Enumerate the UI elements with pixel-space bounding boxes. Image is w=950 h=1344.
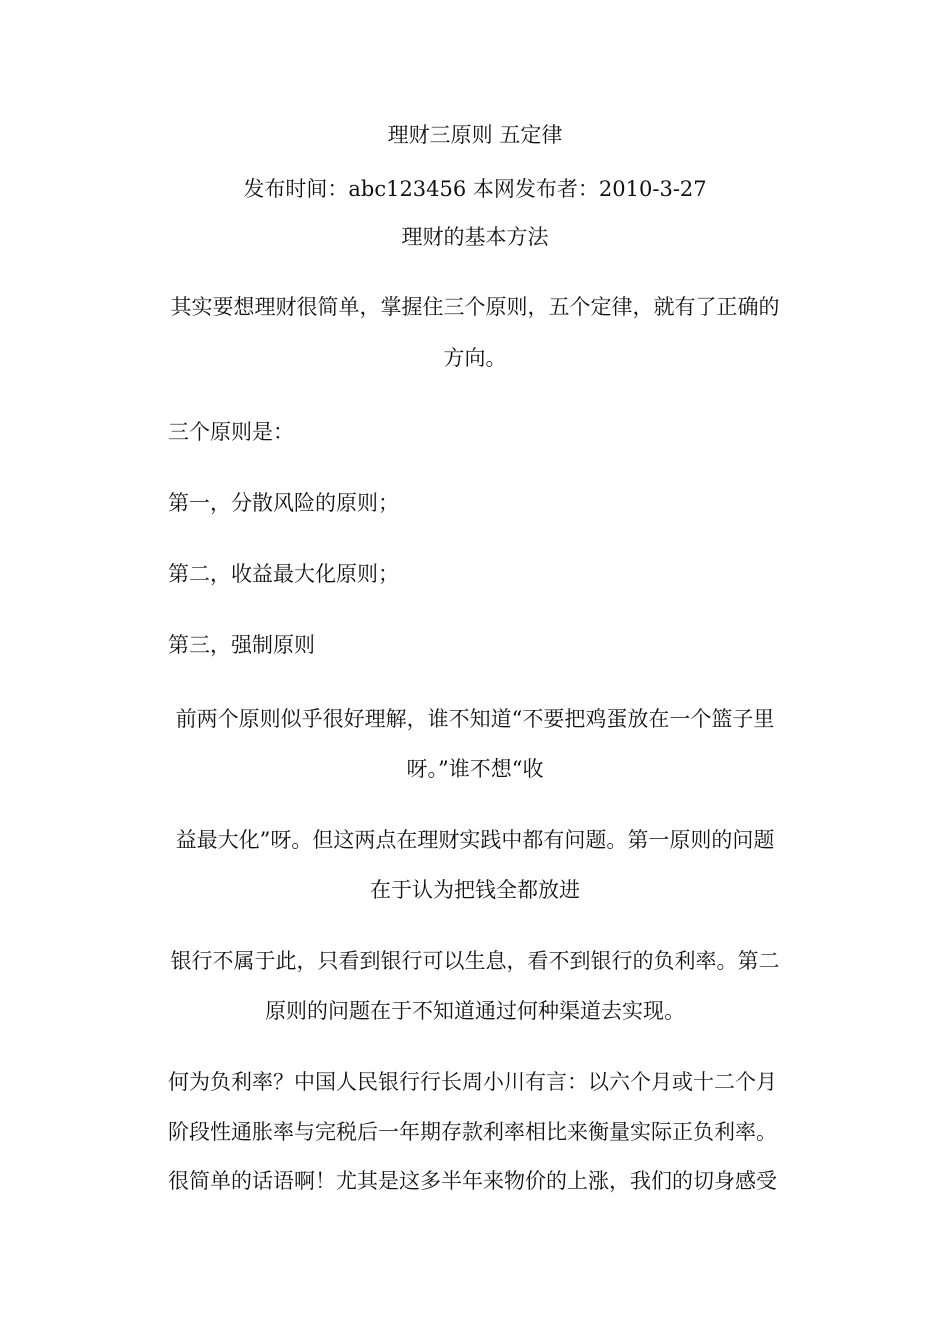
principle-item: 第二，收益最大化原则； bbox=[168, 562, 399, 586]
principle-item: 第三，强制原则 bbox=[168, 633, 315, 657]
paragraph-line: 原则的问题在于不知道通过何种渠道去实现。 bbox=[265, 999, 685, 1023]
paragraph-line: 方向。 bbox=[443, 346, 507, 370]
principle-item: 第一，分散风险的原则； bbox=[168, 491, 399, 515]
publish-meta: 发布时间：abc123456 本网发布者：2010-3-27 bbox=[243, 177, 707, 201]
document-title: 理财三原则 五定律 bbox=[387, 123, 563, 147]
paragraph-line: 益最大化”呀。但这两点在理财实践中都有问题。第一原则的问题 bbox=[175, 828, 775, 852]
paragraph-line: 三个原则是： bbox=[168, 420, 294, 444]
paragraph-line: 阶段性通胀率与完税后一年期存款利率相比来衡量实际正负利率。 bbox=[168, 1120, 777, 1144]
paragraph-line: 其实要想理财很简单，掌握住三个原则，五个定律，就有了正确的 bbox=[170, 295, 780, 319]
paragraph-line: 很简单的话语啊！尤其是这多半年来物价的上涨，我们的切身感受 bbox=[168, 1169, 777, 1193]
paragraph-line: 前两个原则似乎很好理解，谁不知道“不要把鸡蛋放在一个篮子里 bbox=[175, 707, 775, 731]
paragraph-line: 在于认为把钱全都放进 bbox=[370, 878, 580, 902]
document-subtitle: 理财的基本方法 bbox=[401, 225, 549, 249]
paragraph-line: 银行不属于此，只看到银行可以生息，看不到银行的负利率。第二 bbox=[170, 949, 780, 973]
paragraph-line: 何为负利率？中国人民银行行长周小川有言：以六个月或十二个月 bbox=[168, 1070, 777, 1094]
paragraph-line: 呀。”谁不想“收 bbox=[406, 757, 544, 781]
